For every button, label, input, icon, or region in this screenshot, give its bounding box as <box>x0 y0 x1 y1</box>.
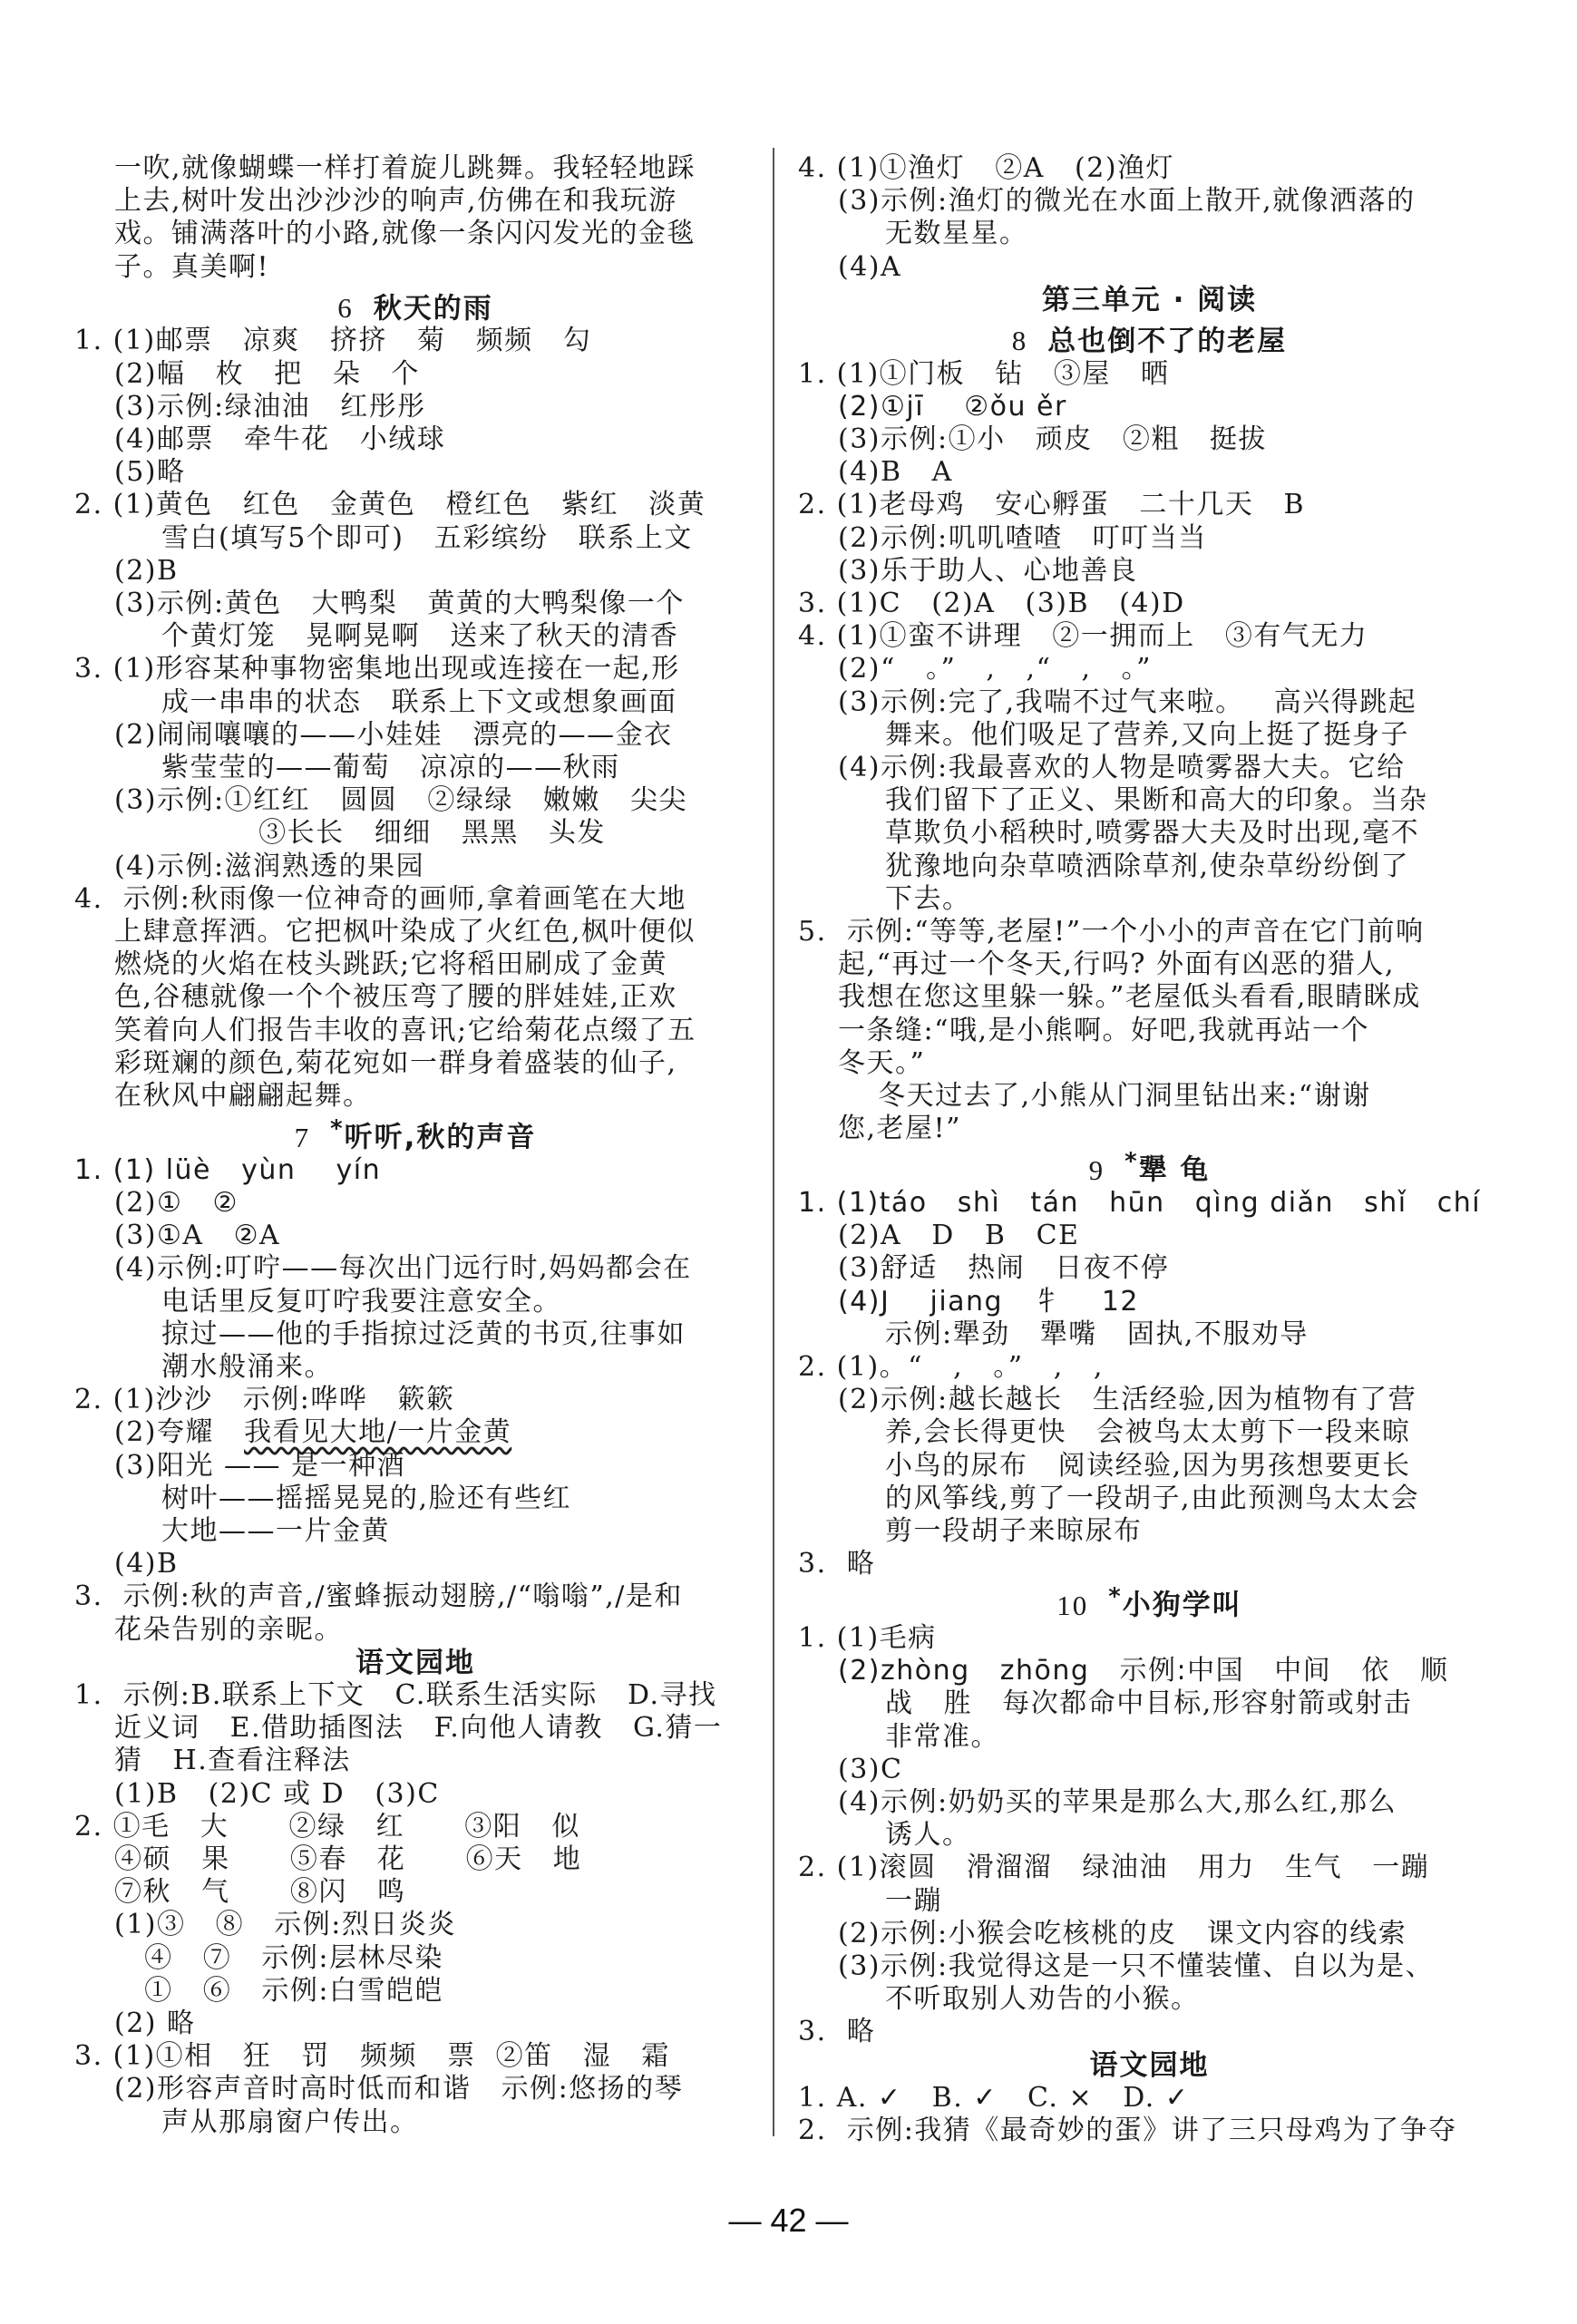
answer-line <box>798 784 1501 817</box>
answer-line <box>74 391 756 423</box>
answer-text: 冬天。” <box>838 1046 926 1079</box>
answer-text: 一条缝:“哦,是小熊啊。好吧,我就再站一个 <box>838 1014 1370 1046</box>
answer-text: 紫莹莹的——葡萄 凉凉的——秋雨 <box>161 751 620 783</box>
answer-line <box>798 817 1501 850</box>
answer-line <box>798 1450 1501 1483</box>
answer-line <box>798 1187 1501 1220</box>
answer-text: (2)①jī ②ǒu ěr <box>838 390 1067 423</box>
answer-line <box>74 1416 756 1449</box>
answer-line <box>798 456 1501 489</box>
answer-line <box>74 883 756 916</box>
answer-text: (3)示例:①红红 圆圆 ②绿绿 嫩嫩 尖尖 <box>114 784 688 817</box>
answer-text: (5)略 <box>114 456 186 489</box>
answer-line <box>798 1983 1501 2016</box>
section-title: 语文园地 <box>1089 2048 1210 2082</box>
answer-text: 2. (1)沙沙 示例:哗哗 簌簌 <box>74 1384 455 1416</box>
answer-text: (1)③ ⑧ 示例:烈日炎炎 <box>114 1909 456 1941</box>
answer-line <box>74 1384 756 1416</box>
answer-text: (4)示例:叮咛——每次出门远行时,妈妈都会在 <box>114 1252 692 1285</box>
answer-text: 的风筝线,剪了一段胡子,由此预测鸟太太会 <box>885 1482 1420 1514</box>
answer-line <box>74 1220 756 1252</box>
answer-line <box>74 1187 756 1220</box>
answer-text: (4)B <box>114 1548 179 1580</box>
answer-line <box>74 1450 756 1483</box>
answer-line <box>798 588 1501 620</box>
answer-text: 上去,树叶发出沙沙沙的响声,仿佛在和我玩游 <box>114 185 677 218</box>
answer-line <box>74 851 756 883</box>
answer-line <box>74 620 756 653</box>
answer-text: 色,谷穗就像一个个被压弯了腰的胖娃娃,正欢 <box>114 981 677 1014</box>
answer-line <box>798 686 1501 719</box>
optional-lesson-star: * <box>1108 1583 1123 1611</box>
answer-line <box>74 1318 756 1351</box>
answer-text: (2)① ② <box>114 1186 238 1219</box>
answer-line <box>74 686 756 719</box>
answer-line <box>798 2115 1501 2147</box>
answer-text: 您,老屋!” <box>838 1113 961 1145</box>
answer-text: (3)示例:完了,我喘不过气来啦。 高兴得跳起 <box>838 686 1417 718</box>
answer-text: 4. 示例:秋雨像一位神奇的画师,拿着画笔在大地 <box>74 882 686 915</box>
answer-line <box>798 1950 1501 1983</box>
answer-line <box>74 1080 756 1113</box>
answer-text: (2)幅 枚 把 朵 个 <box>114 357 420 390</box>
section-heading <box>798 316 1501 358</box>
section-title: 听听,秋的声音 <box>344 1121 537 1154</box>
answer-line <box>74 1515 756 1548</box>
answer-line <box>74 1483 756 1515</box>
answer-text: 下去。 <box>885 882 971 915</box>
answer-line <box>74 1975 756 2008</box>
answer-line <box>74 719 756 752</box>
section-heading <box>74 1647 756 1679</box>
section-heading <box>798 1145 1501 1187</box>
answer-line <box>798 883 1501 916</box>
answer-line <box>74 1942 756 1975</box>
answer-text: 1. (1)毛病 <box>798 1621 937 1654</box>
answer-text: 2. (1)黄色 红色 金黄色 橙红色 紫红 淡黄 <box>74 489 706 521</box>
answer-text: 在秋风中翩翩起舞。 <box>114 1080 372 1113</box>
section-heading <box>798 2049 1501 2082</box>
answer-text: 我们留下了正义、果断和高大的印象。当杂 <box>885 784 1428 817</box>
answer-line <box>74 1843 756 1876</box>
answer-text: (2)示例:越长越长 生活经验,因为植物有了营 <box>838 1384 1417 1416</box>
answer-text: 3. (1)形容某种事物密集地出现或连接在一起,形 <box>74 653 680 686</box>
answer-line <box>798 1286 1501 1318</box>
right-column <box>798 152 1501 2147</box>
answer-line <box>798 1318 1501 1351</box>
answer-text: 笑着向人们报告丰收的喜讯;它给菊花点缀了五 <box>114 1014 696 1046</box>
answer-text: 一蹦 <box>885 1884 942 1917</box>
answer-line <box>798 948 1501 981</box>
answer-text: (3)舒适 热闹 日夜不停 <box>838 1252 1170 1285</box>
answer-line <box>798 1351 1501 1384</box>
answer-text: 1. (1) lüè yùn yín <box>74 1153 382 1186</box>
answer-line <box>74 1548 756 1580</box>
answer-line <box>74 1778 756 1811</box>
answer-line <box>798 185 1501 218</box>
section-title: 秋天的雨 <box>373 292 493 326</box>
answer-line <box>798 916 1501 948</box>
section-heading <box>798 284 1501 316</box>
answer-text: 草欺负小稻秧时,喷雾器大夫及时出现,毫不 <box>885 817 1420 850</box>
answer-text: 示例:犟劲 犟嘴 固执,不服劝导 <box>885 1318 1309 1350</box>
answer-text: (3)乐于助人、心地善良 <box>838 554 1138 587</box>
answer-text: 犹豫地向杂草喷洒除草剂,使杂草纷纷倒了 <box>885 850 1410 882</box>
column-divider <box>773 148 774 2136</box>
answer-text: 4. (1)①蛮不讲理 ②一拥而上 ③有气无力 <box>798 620 1368 653</box>
answer-line <box>74 948 756 981</box>
answer-line <box>798 1548 1501 1580</box>
answer-line <box>798 1918 1501 1950</box>
answer-text: (2)A D B CE <box>838 1220 1080 1252</box>
answer-text: 潮水般涌来。 <box>161 1350 333 1383</box>
answer-line <box>798 2016 1501 2048</box>
answer-text: 戏。铺满落叶的小路,就像一条闪闪发光的金毯 <box>114 218 696 250</box>
answer-text: 电话里反复叮咛我要注意安全。 <box>161 1285 561 1318</box>
answer-line <box>798 1252 1501 1285</box>
answer-text: 声从那扇窗户传出。 <box>161 2105 419 2138</box>
answer-text: 3. (1)①相 狂 罚 频频 票 ②笛 湿 霜 <box>74 2040 670 2073</box>
answer-line <box>74 358 756 391</box>
answer-text: 我想在您这里躲一躲。”老屋低头看看,眼睛眯成 <box>838 981 1421 1014</box>
section-heading <box>74 284 756 326</box>
answer-text: ① ⑥ 示例:白雪皑皑 <box>114 1974 443 2007</box>
answer-text: (3)示例:渔灯的微光在水面上散开,就像洒落的 <box>838 185 1416 218</box>
answer-line <box>798 2082 1501 2115</box>
answer-line <box>74 185 756 218</box>
lesson-number: 8 <box>1011 325 1028 357</box>
answer-line <box>798 1515 1501 1548</box>
section-title: 语文园地 <box>355 1646 475 1679</box>
answer-text: 2. (1)老母鸡 安心孵蛋 二十几天 B <box>798 489 1306 521</box>
answer-line <box>74 1286 756 1318</box>
answer-text: 子。真美啊! <box>114 250 270 283</box>
answer-line <box>74 817 756 850</box>
answer-text: 猜 H.查看注释法 <box>114 1745 351 1777</box>
answer-line <box>798 1687 1501 1720</box>
answer-text: ⑦秋 气 ⑧闪 鸣 <box>114 1876 406 1909</box>
answer-text: (2)夸耀 <box>114 1416 245 1449</box>
answer-line <box>798 218 1501 250</box>
section-title: 总也倒不了的老屋 <box>1047 325 1288 358</box>
answer-text: 花朵告别的亲昵。 <box>114 1613 343 1646</box>
answer-line <box>74 1876 756 1909</box>
section-heading <box>798 1580 1501 1622</box>
answer-text: (2)B <box>114 554 179 587</box>
answer-line <box>798 555 1501 588</box>
answer-text: (3)示例:黄色 大鸭梨 黄黄的大鸭梨像一个 <box>114 587 685 619</box>
answer-text: 个黄灯笼 晃啊晃啊 送来了秋天的清香 <box>161 620 679 653</box>
answer-text: 燃烧的火焰在枝头跳跃;它将稻田刷成了金黄 <box>114 948 668 981</box>
answer-line <box>798 423 1501 456</box>
answer-line <box>74 1614 756 1647</box>
answer-text: (3)C <box>838 1753 903 1785</box>
answer-line <box>74 1679 756 1712</box>
section-heading <box>74 1113 756 1154</box>
section-title: 小狗学叫 <box>1122 1589 1242 1622</box>
answer-text: (3)①A ②A <box>114 1220 281 1252</box>
answer-text: ④ ⑦ 示例:层林尽染 <box>114 1941 443 1974</box>
answer-line <box>798 1080 1501 1113</box>
answer-line <box>74 588 756 620</box>
answer-line <box>798 1885 1501 1918</box>
answer-text: (3)示例:我觉得这是一只不懂装懂、自以为是、 <box>838 1950 1435 1982</box>
answer-text: (1)B (2)C 或 D (3)C <box>114 1777 440 1810</box>
answer-text: (4)示例:滋润熟透的果园 <box>114 850 425 882</box>
answer-line <box>74 1015 756 1047</box>
answer-line <box>74 752 756 784</box>
answer-line <box>798 1220 1501 1252</box>
answer-line <box>798 1786 1501 1819</box>
answer-line <box>798 620 1501 653</box>
answer-line <box>798 522 1501 555</box>
answer-text: (3)阳光 —— 是一种酒 <box>114 1449 406 1482</box>
wavy-underlined-text: 我看见大地/一片金黄 <box>244 1416 512 1449</box>
answer-line <box>74 2008 756 2040</box>
section-title: 犟 龟 <box>1138 1153 1211 1187</box>
answer-line <box>798 489 1501 521</box>
answer-line <box>798 752 1501 784</box>
answer-line <box>798 719 1501 752</box>
answer-text: 舞来。他们吸足了营养,又向上挺了挺身子 <box>885 718 1410 751</box>
answer-line <box>74 784 756 817</box>
answer-text: 4. (1)①渔灯 ②A (2)渔灯 <box>798 152 1175 184</box>
answer-line <box>74 2040 756 2073</box>
answer-text: 战 胜 每次都命中目标,形容射箭或射击 <box>885 1687 1413 1720</box>
answer-text: 近义词 E.借助插图法 F.向他人请教 G.猜一 <box>114 1712 723 1745</box>
answer-text: (4)邮票 牵牛花 小绒球 <box>114 423 446 455</box>
answer-line <box>798 1852 1501 1884</box>
answer-text: 2. ①毛 大 ②绿 红 ③阳 似 <box>74 1810 580 1843</box>
answer-line <box>74 489 756 521</box>
answer-line <box>74 653 756 686</box>
answer-line <box>798 1015 1501 1047</box>
answer-text: (4)示例:奶奶买的苹果是那么大,那么红,那么 <box>838 1785 1397 1818</box>
optional-lesson-star: * <box>1124 1148 1139 1176</box>
lesson-number: 7 <box>294 1121 311 1153</box>
answer-line <box>74 1909 756 1941</box>
answer-text: 2. (1)。“ , 。” , , <box>798 1350 1104 1383</box>
answer-text: (2)“ 。” , ,“ , 。” <box>838 653 1152 686</box>
answer-line <box>74 423 756 456</box>
answer-text: (4)示例:我最喜欢的人物是喷雾器大夫。它给 <box>838 751 1406 783</box>
answer-line <box>74 522 756 555</box>
answer-line <box>798 1384 1501 1416</box>
answer-text: 雪白(填写5个即可) 五彩缤纷 联系上文 <box>161 521 693 554</box>
answer-line <box>798 1754 1501 1786</box>
answer-line <box>798 1622 1501 1655</box>
answer-text: 树叶——摇摇晃晃的,脸还有些红 <box>161 1482 572 1514</box>
answer-text: 上肆意挥洒。它把枫叶染成了火红色,枫叶便似 <box>114 916 696 948</box>
answer-line <box>798 251 1501 284</box>
answer-line <box>74 916 756 948</box>
answer-line <box>74 325 756 357</box>
answer-text: 养,会长得更快 会被鸟太太剪下一段来晾 <box>885 1416 1411 1449</box>
left-column <box>74 152 756 2139</box>
answer-line <box>74 981 756 1014</box>
answer-text: (2)闹闹嚷嚷的——小娃娃 漂亮的——金衣 <box>114 718 673 751</box>
answer-line <box>798 1483 1501 1515</box>
answer-text: 彩斑斓的颜色,菊花宛如一群身着盛装的仙子, <box>114 1046 677 1079</box>
answer-text: 成一串串的状态 联系上下文或想象画面 <box>161 686 677 718</box>
answer-text: (2)示例:叽叽喳喳 叮叮当当 <box>838 521 1207 554</box>
answer-line <box>74 1351 756 1384</box>
answer-line <box>74 1712 756 1745</box>
answer-text: 小鸟的尿布 阅读经验,因为男孩想要更长 <box>885 1449 1411 1482</box>
answer-line <box>798 1416 1501 1449</box>
answer-text: 掠过——他的手指掠过泛黄的书页,往事如 <box>161 1318 686 1350</box>
answer-line <box>798 1655 1501 1687</box>
answer-line <box>74 1580 756 1613</box>
lesson-number: 10 <box>1056 1589 1089 1621</box>
answer-text: 无数星星。 <box>885 218 1028 250</box>
answer-line <box>798 1047 1501 1080</box>
answer-line <box>798 1819 1501 1852</box>
answer-line <box>798 1113 1501 1145</box>
answer-text: (3)示例:绿油油 红彤彤 <box>114 390 426 423</box>
answer-text: 起,“再过一个冬天,行吗? 外面有凶恶的猎人, <box>838 948 1396 981</box>
answer-text: 3. 略 <box>798 1548 876 1580</box>
answer-text: (2) 略 <box>114 2008 196 2040</box>
answer-line <box>798 152 1501 185</box>
answer-line <box>798 981 1501 1014</box>
answer-line <box>74 1154 756 1187</box>
answer-line <box>74 1252 756 1285</box>
answer-text: 大地——一片金黄 <box>161 1514 390 1547</box>
answer-text: 1. (1)①门板 钻 ③屋 晒 <box>798 357 1170 390</box>
answer-line <box>74 2073 756 2105</box>
answer-text: (4)A <box>838 250 902 283</box>
answer-line <box>74 1047 756 1080</box>
answer-text: 3. (1)C (2)A (3)B (4)D <box>798 587 1185 619</box>
answer-text: 诱人。 <box>885 1819 971 1852</box>
answer-text: 冬天过去了,小熊从门洞里钻出来:“谢谢 <box>838 1080 1371 1113</box>
answer-text: (2)zhòng zhōng 示例:中国 中间 依 顺 <box>838 1655 1449 1687</box>
answer-text: ③长长 细细 黑黑 头发 <box>229 817 606 850</box>
optional-lesson-star: * <box>330 1115 345 1143</box>
answer-line <box>798 358 1501 391</box>
answer-text: 2. 示例:我猜《最奇妙的蛋》讲了三只母鸡为了争夺 <box>798 2114 1457 2146</box>
answer-text: 1. 示例:B.联系上下文 C.联系生活实际 D.寻找 <box>74 1679 717 1711</box>
answer-line <box>74 456 756 489</box>
answer-text: (4)J jiang 牜 12 <box>838 1285 1140 1318</box>
answer-text: 一吹,就像蝴蝶一样打着旋儿跳舞。我轻轻地踩 <box>114 152 696 184</box>
lesson-number: 9 <box>1088 1153 1105 1186</box>
answer-line <box>74 555 756 588</box>
answer-text: (3)示例:①小 顽皮 ②粗 挺拔 <box>838 423 1267 455</box>
answer-line <box>798 391 1501 423</box>
answer-text: (2)示例:小猴会吃核桃的皮 课文内容的线索 <box>838 1917 1407 1950</box>
answer-line <box>74 251 756 284</box>
answer-text: 2. (1)滚圆 滑溜溜 绿油油 用力 生气 一蹦 <box>798 1852 1430 1884</box>
lesson-number: 6 <box>337 292 354 325</box>
answer-text: 不听取别人劝告的小猴。 <box>885 1983 1200 2016</box>
answer-text: (2)形容声音时高时低而和谐 示例:悠扬的琴 <box>114 2073 684 2105</box>
answer-text: (4)B A <box>838 456 953 489</box>
answer-text: 5. 示例:“等等,老屋!”一个小小的声音在它门前响 <box>798 916 1425 948</box>
answer-text: 3. 略 <box>798 2016 876 2048</box>
answer-text: 剪一段胡子来晾尿布 <box>885 1514 1143 1547</box>
answer-line <box>74 1745 756 1777</box>
answer-text: 非常准。 <box>885 1720 999 1753</box>
answer-line <box>74 1811 756 1843</box>
answer-line <box>74 2106 756 2139</box>
section-title: 第三单元 · 阅读 <box>1041 283 1258 316</box>
answer-line <box>798 851 1501 883</box>
answer-line <box>798 1721 1501 1754</box>
answer-text: 3. 示例:秋的声音,/蜜蜂振动翅膀,/“嗡嗡”,/是和 <box>74 1580 683 1613</box>
answer-text: 1. (1)táo shì tán hūn qìng diǎn shǐ chí <box>798 1186 1482 1219</box>
answer-line <box>74 218 756 250</box>
answer-text: 1. A. ✓ B. ✓ C. × D. ✓ <box>798 2081 1190 2114</box>
answer-text: 1. (1)邮票 凉爽 挤挤 菊 频频 勾 <box>74 325 592 357</box>
answer-text: ④硕 果 ⑤春 花 ⑥天 地 <box>114 1843 582 1876</box>
answer-line <box>798 653 1501 686</box>
answer-line <box>74 152 756 185</box>
page-number: — 42 — <box>728 2202 849 2239</box>
